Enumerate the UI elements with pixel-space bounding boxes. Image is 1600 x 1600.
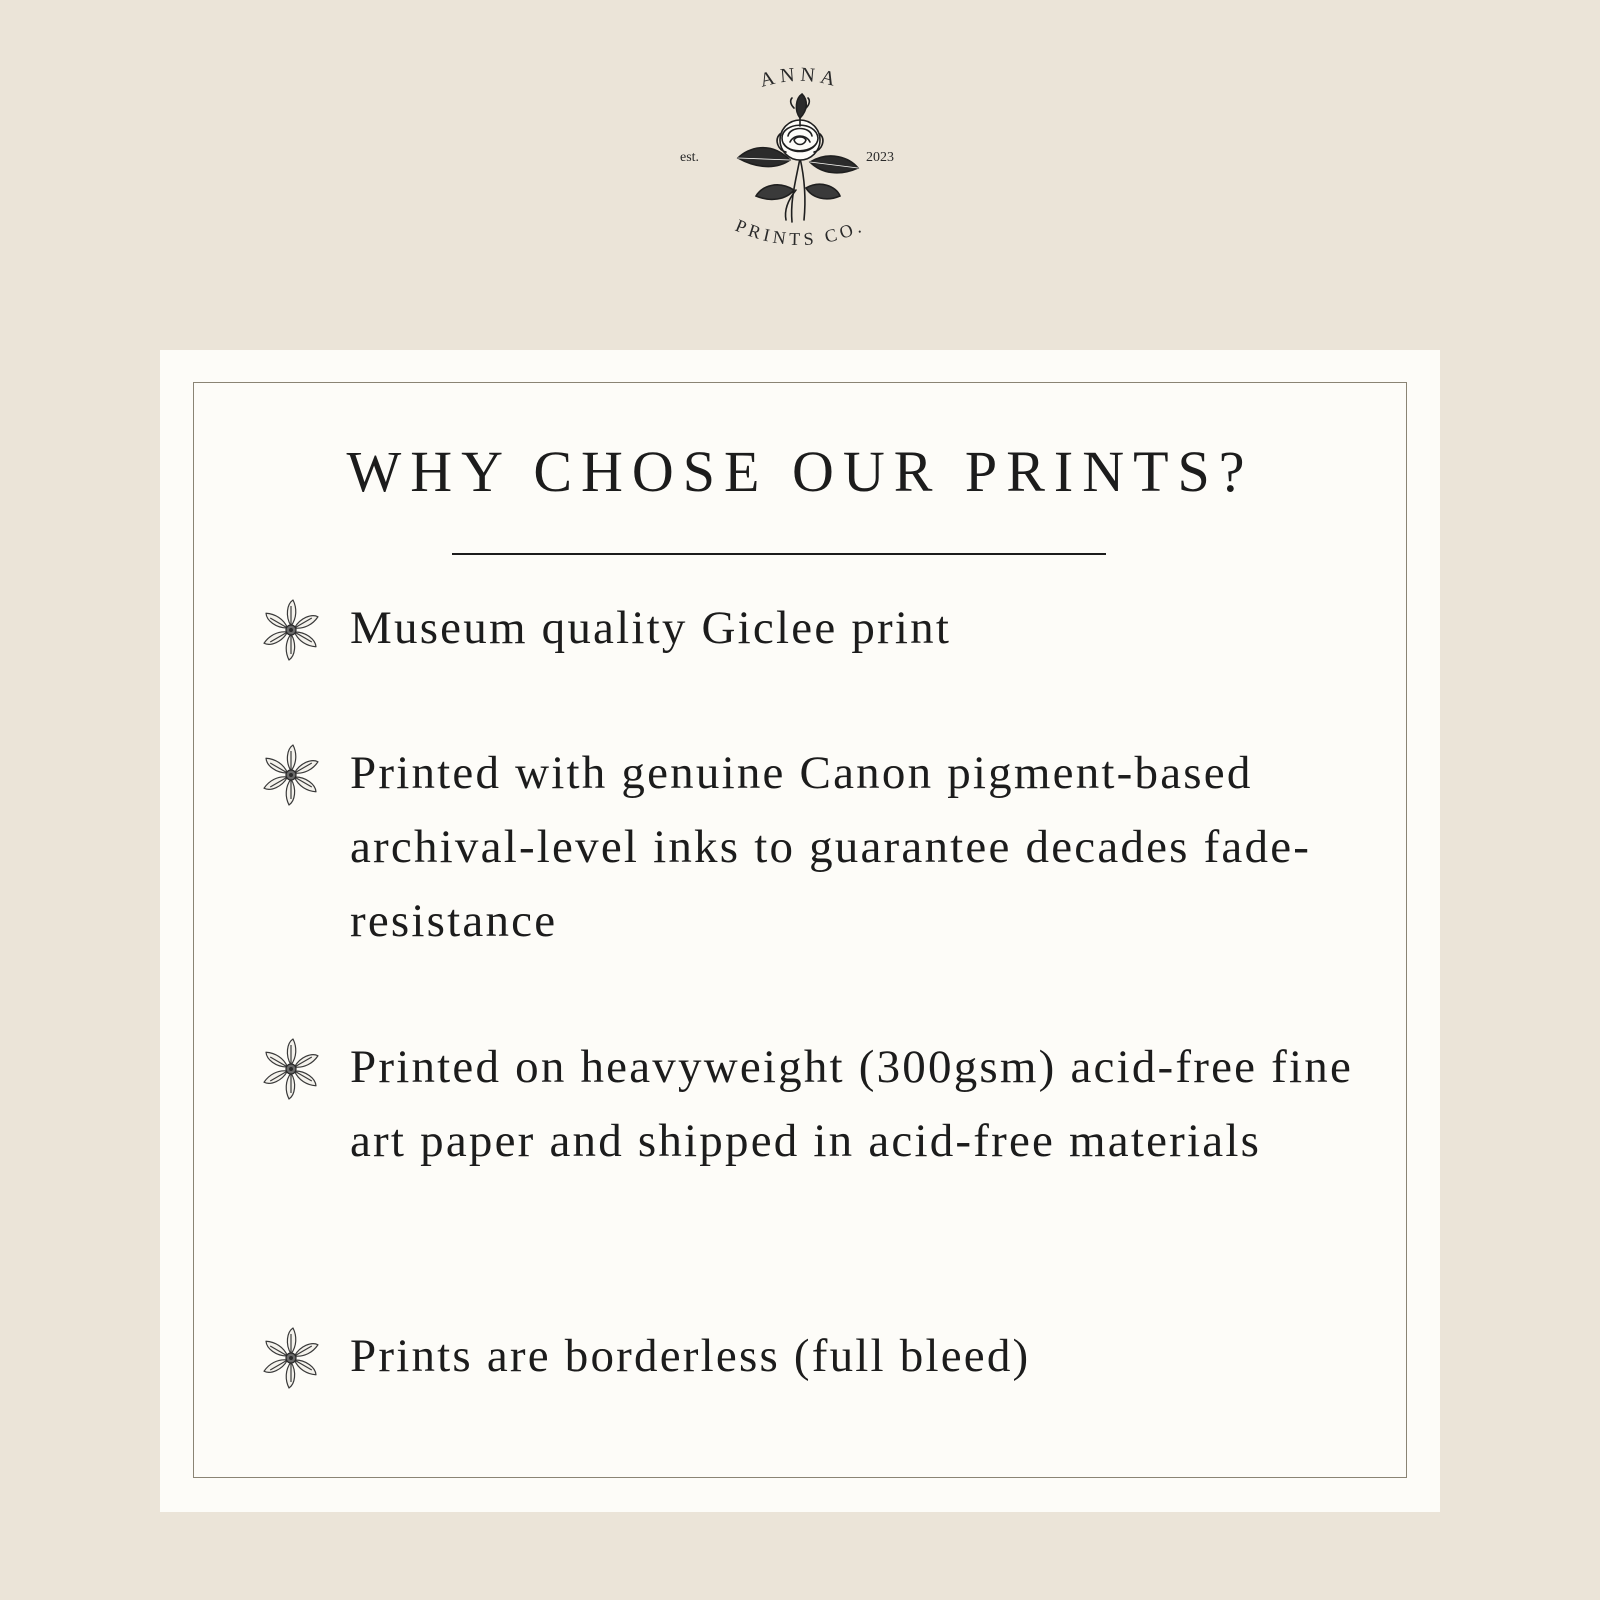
brand-est-label: est.: [680, 150, 700, 165]
feature-text: Museum quality Giclee print: [350, 602, 952, 654]
feature-text: Prints are borderless (full bleed): [350, 1330, 1031, 1382]
feature-text: Printed on heavyweight (300gsm) acid-free fine art paper and shipped in acid-free materials: [350, 1041, 1354, 1167]
brand-logo-graphic: [640, 40, 960, 280]
brand-est-year: 2023: [866, 150, 894, 165]
brand-name-top: ANNA: [757, 63, 843, 92]
page-title: WHY CHOSE OUR PRINTS?: [346, 439, 1254, 504]
card-frame-border: [193, 382, 1407, 1478]
feature-text: Printed with genuine Canon pigment-based archival-level inks to guarantee decades fade-resistance: [350, 747, 1312, 947]
rose-icon: [738, 94, 858, 222]
brand-name-bottom: PRINTS CO.: [732, 215, 868, 250]
brand-logo: [640, 40, 960, 280]
title-divider: [452, 553, 1106, 555]
